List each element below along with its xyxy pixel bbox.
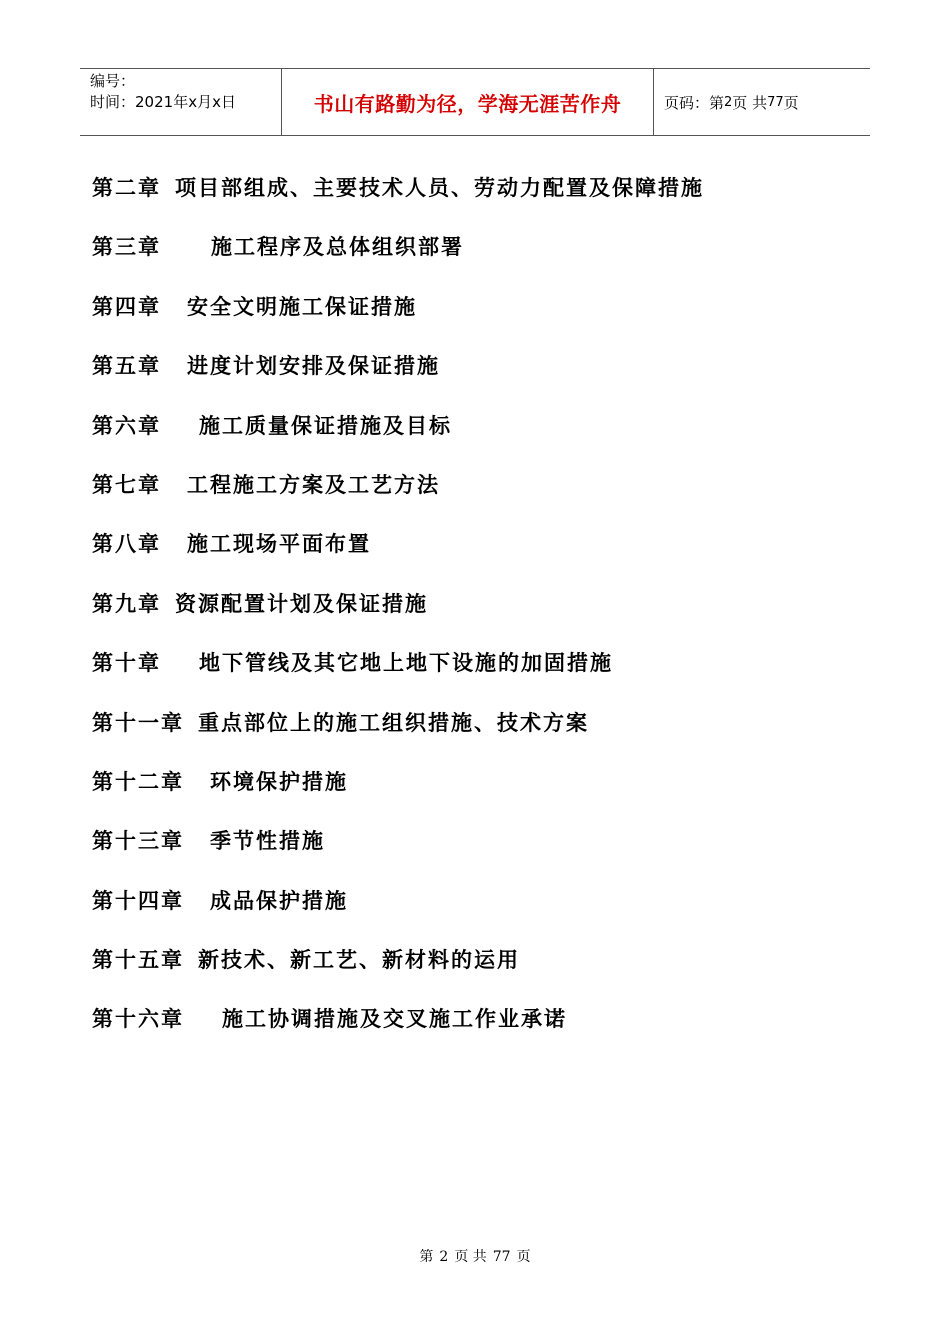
page-header — [80, 68, 870, 136]
header-motto-cell — [281, 69, 654, 135]
toc-chapter: 第十章 — [92, 651, 161, 676]
document-date — [90, 92, 281, 113]
toc-title: 施工现场平面布置 — [187, 532, 371, 557]
footer-mid: 页 共 — [454, 1249, 487, 1265]
toc-title: 施工程序及总体组织部署 — [211, 235, 464, 260]
toc-chapter: 第十六章 — [92, 1007, 184, 1032]
toc-title: 成品保护措施 — [210, 888, 348, 913]
header-page-info — [654, 69, 870, 135]
toc-chapter: 第十四章 — [92, 888, 184, 913]
toc-entry — [92, 410, 704, 469]
toc-chapter: 第三章 — [92, 235, 161, 260]
toc-title: 重点部位上的施工组织措施、技术方案 — [198, 710, 589, 735]
toc-entry — [92, 172, 704, 231]
page-total: 77 — [767, 94, 784, 110]
footer-current-page: 2 — [439, 1249, 449, 1265]
toc-chapter: 第九章 — [92, 591, 161, 616]
footer-suffix: 页 — [516, 1249, 531, 1265]
footer-total-pages: 77 — [492, 1249, 511, 1265]
toc-entry — [92, 944, 704, 1003]
page-footer — [0, 1246, 950, 1266]
toc-entry — [92, 588, 704, 647]
page-current: 2 — [724, 94, 733, 110]
toc-entry — [92, 766, 704, 825]
toc-title: 环境保护措施 — [210, 769, 348, 794]
toc-chapter: 第四章 — [92, 294, 161, 319]
toc-chapter: 第六章 — [92, 413, 161, 438]
toc-title: 季节性措施 — [210, 829, 325, 854]
date-label: 时间： — [90, 93, 136, 111]
date-value: 2021年x月x日 — [135, 93, 236, 111]
toc-title: 资源配置计划及保证措施 — [175, 591, 428, 616]
toc-chapter: 第八章 — [92, 532, 161, 557]
toc-chapter: 第十三章 — [92, 829, 184, 854]
toc-entry — [92, 528, 704, 587]
toc-title: 施工协调措施及交叉施工作业承诺 — [222, 1007, 567, 1032]
page-end: 页 — [783, 93, 799, 112]
table-of-contents — [92, 172, 704, 1063]
toc-entry — [92, 647, 704, 706]
footer-prefix: 第 — [419, 1249, 434, 1265]
toc-chapter: 第七章 — [92, 472, 161, 497]
toc-chapter: 第十五章 — [92, 948, 184, 973]
toc-title: 安全文明施工保证措施 — [187, 294, 417, 319]
page-mid: 页 共 — [732, 93, 768, 112]
toc-entry — [92, 469, 704, 528]
toc-chapter: 第十二章 — [92, 769, 184, 794]
toc-entry — [92, 885, 704, 944]
toc-chapter: 第五章 — [92, 354, 161, 379]
toc-entry — [92, 291, 704, 350]
toc-entry — [92, 707, 704, 766]
toc-title: 施工质量保证措施及目标 — [199, 413, 452, 438]
toc-entry — [92, 825, 704, 884]
toc-entry — [92, 1003, 704, 1062]
document-number-label: 编号： — [90, 72, 136, 90]
toc-entry — [92, 231, 704, 290]
toc-title: 地下管线及其它地上地下设施的加固措施 — [199, 651, 613, 676]
toc-title: 项目部组成、主要技术人员、劳动力配置及保障措施 — [175, 176, 704, 200]
toc-title: 新技术、新工艺、新材料的运用 — [198, 948, 520, 973]
toc-chapter: 第二章 — [92, 176, 161, 200]
toc-entry — [92, 350, 704, 409]
page-label: 页码：第 — [664, 93, 725, 112]
toc-title: 进度计划安排及保证措施 — [187, 354, 440, 379]
header-motto: 书山有路勤为径，学海无涯苦作舟 — [313, 91, 622, 116]
toc-chapter: 第十一章 — [92, 710, 184, 735]
toc-title: 工程施工方案及工艺方法 — [187, 472, 440, 497]
header-meta — [80, 69, 281, 135]
